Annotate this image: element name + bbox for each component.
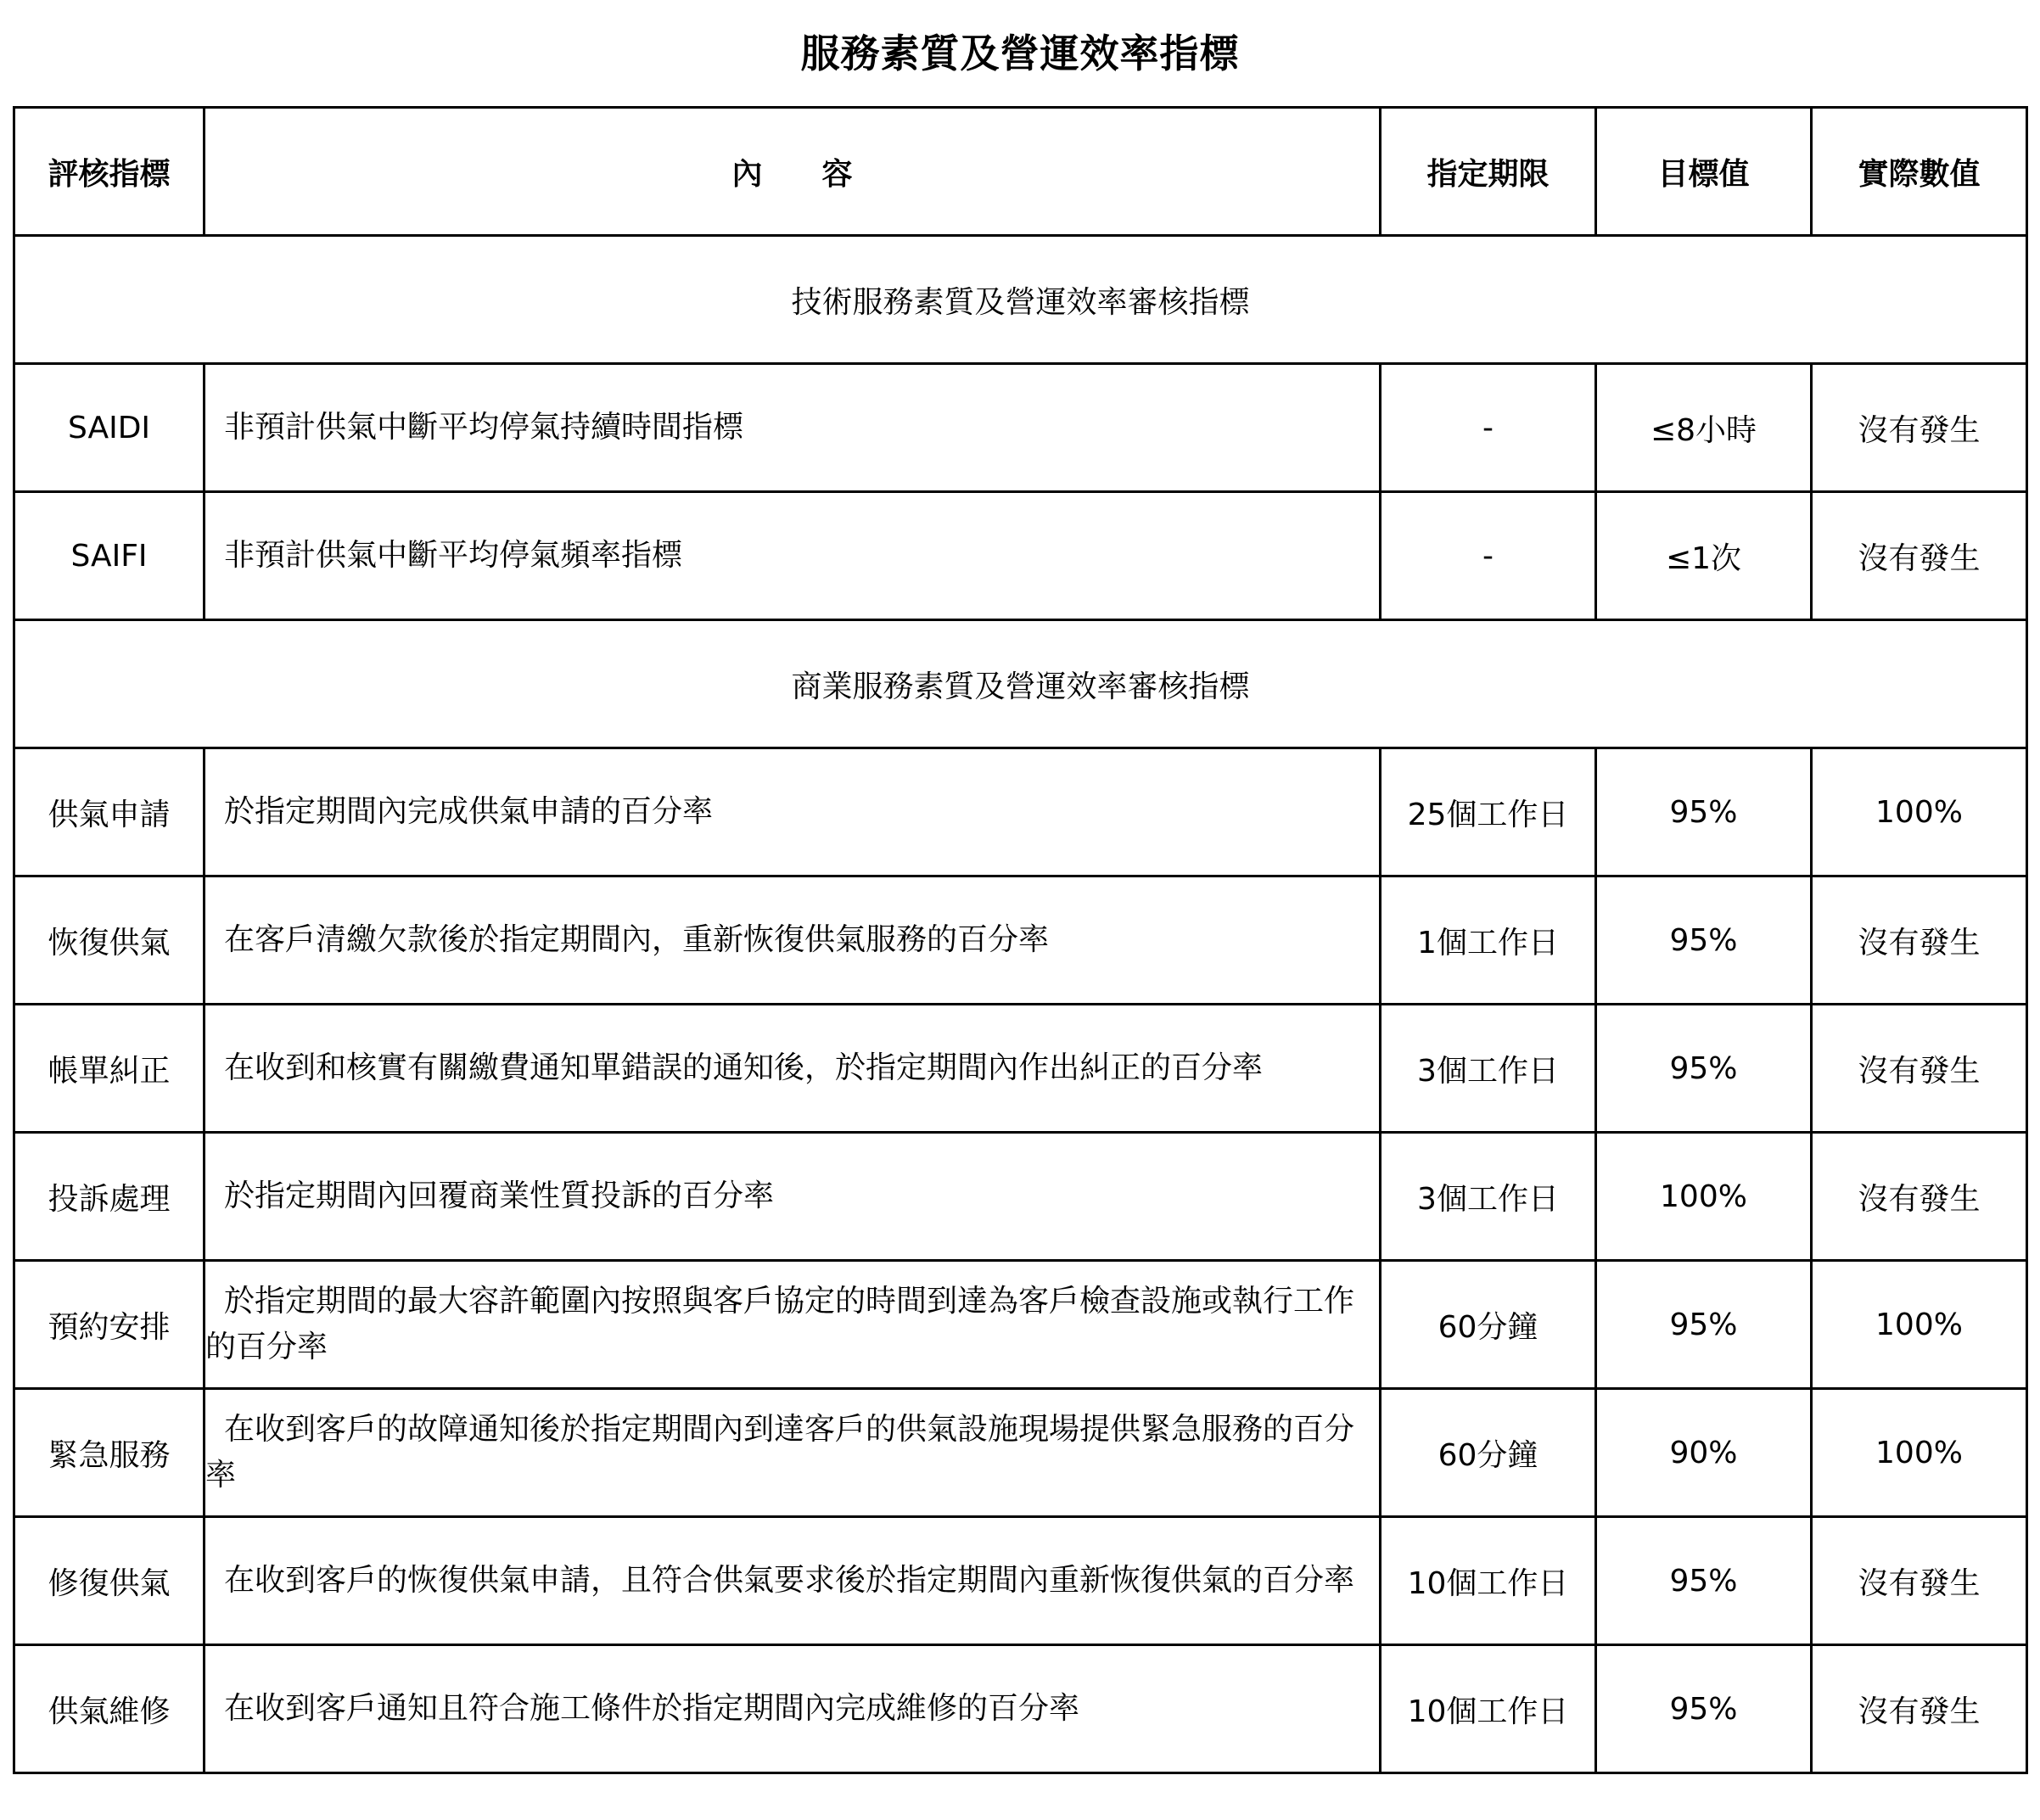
table-row: [14, 1517, 2027, 1645]
indicator-actual: 100%: [1812, 748, 2027, 876]
indicator-name: 供氣維修: [14, 1645, 205, 1773]
indicator-actual: 沒有發生: [1812, 876, 2027, 1005]
table-row: [14, 1389, 2027, 1517]
section-title: 技術服務素質及營運效率審核指標: [14, 236, 2027, 364]
header-target: 目標值: [1596, 108, 1812, 236]
table-row: [14, 492, 2027, 620]
indicator-content: 在收到客戶通知且符合施工條件於指定期間內完成維修的百分率: [205, 1645, 1381, 1773]
indicator-content: 非預計供氣中斷平均停氣頻率指標: [205, 492, 1381, 620]
table-row: [14, 1133, 2027, 1261]
header-indicator: 評核指標: [14, 108, 205, 236]
indicator-name: SAIDI: [14, 364, 205, 492]
header-actual: 實際數值: [1812, 108, 2027, 236]
indicator-target: 95%: [1596, 1005, 1812, 1133]
indicator-period: 3個工作日: [1381, 1133, 1596, 1261]
indicator-content: 在收到和核實有關繳費通知單錯誤的通知後，於指定期間內作出糾正的百分率: [205, 1005, 1381, 1133]
indicator-name: 恢復供氣: [14, 876, 205, 1005]
indicator-target: 95%: [1596, 876, 1812, 1005]
header-content-char-2: 容: [821, 156, 853, 192]
header-content: [205, 108, 1381, 236]
indicator-period: 1個工作日: [1381, 876, 1596, 1005]
page-title: 服務素質及營運效率指標: [800, 31, 1240, 76]
table-row: [14, 1645, 2027, 1773]
indicator-name: 緊急服務: [14, 1389, 205, 1517]
indicator-content: 非預計供氣中斷平均停氣持續時間指標: [205, 364, 1381, 492]
indicator-actual: 100%: [1812, 1261, 2027, 1389]
indicator-period: 10個工作日: [1381, 1645, 1596, 1773]
indicator-content: 在客戶清繳欠款後於指定期間內，重新恢復供氣服務的百分率: [205, 876, 1381, 1005]
indicator-target: 90%: [1596, 1389, 1812, 1517]
indicator-period: -: [1381, 492, 1596, 620]
indicator-period: 3個工作日: [1381, 1005, 1596, 1133]
header-content-char-1: 內: [731, 156, 763, 192]
indicator-content: 在收到客戶的故障通知後於指定期間內到達客戶的供氣設施現場提供緊急服務的百分率: [205, 1389, 1381, 1517]
indicator-name: 帳單糾正: [14, 1005, 205, 1133]
indicator-actual: 100%: [1812, 1389, 2027, 1517]
table-row: [14, 748, 2027, 876]
indicator-content: 在收到客戶的恢復供氣申請，且符合供氣要求後於指定期間內重新恢復供氣的百分率: [205, 1517, 1381, 1645]
header-row: [14, 108, 2027, 236]
indicator-name: 修復供氣: [14, 1517, 205, 1645]
table-row: [14, 1005, 2027, 1133]
header-period: 指定期限: [1381, 108, 1596, 236]
indicator-target: 95%: [1596, 1645, 1812, 1773]
section-row-technical: [14, 236, 2027, 364]
indicator-name: 預約安排: [14, 1261, 205, 1389]
metrics-table: [13, 106, 2028, 1774]
indicator-name: 供氣申請: [14, 748, 205, 876]
section-row-commercial: [14, 620, 2027, 748]
indicator-target: ≤8小時: [1596, 364, 1812, 492]
indicator-period: 10個工作日: [1381, 1517, 1596, 1645]
indicator-content: 於指定期間內完成供氣申請的百分率: [205, 748, 1381, 876]
indicator-name: 投訴處理: [14, 1133, 205, 1261]
indicator-actual: 沒有發生: [1812, 1133, 2027, 1261]
indicator-actual: 沒有發生: [1812, 1005, 2027, 1133]
indicator-target: 100%: [1596, 1133, 1812, 1261]
indicator-target: 95%: [1596, 1517, 1812, 1645]
table-row: [14, 1261, 2027, 1389]
indicator-target: 95%: [1596, 1261, 1812, 1389]
indicator-target: 95%: [1596, 748, 1812, 876]
indicator-actual: 沒有發生: [1812, 1645, 2027, 1773]
indicator-period: 25個工作日: [1381, 748, 1596, 876]
indicator-name: SAIFI: [14, 492, 205, 620]
indicator-period: 60分鐘: [1381, 1261, 1596, 1389]
indicator-actual: 沒有發生: [1812, 364, 2027, 492]
section-title: 商業服務素質及營運效率審核指標: [14, 620, 2027, 748]
table-row: [14, 876, 2027, 1005]
indicator-target: ≤1次: [1596, 492, 1812, 620]
indicator-content: 於指定期間內回覆商業性質投訴的百分率: [205, 1133, 1381, 1261]
indicator-actual: 沒有發生: [1812, 492, 2027, 620]
indicator-content: 於指定期間的最大容許範圍內按照與客戶協定的時間到達為客戶檢查設施或執行工作的百分率: [205, 1261, 1381, 1389]
indicator-actual: 沒有發生: [1812, 1517, 2027, 1645]
indicator-period: 60分鐘: [1381, 1389, 1596, 1517]
indicator-period: -: [1381, 364, 1596, 492]
table-row: [14, 364, 2027, 492]
